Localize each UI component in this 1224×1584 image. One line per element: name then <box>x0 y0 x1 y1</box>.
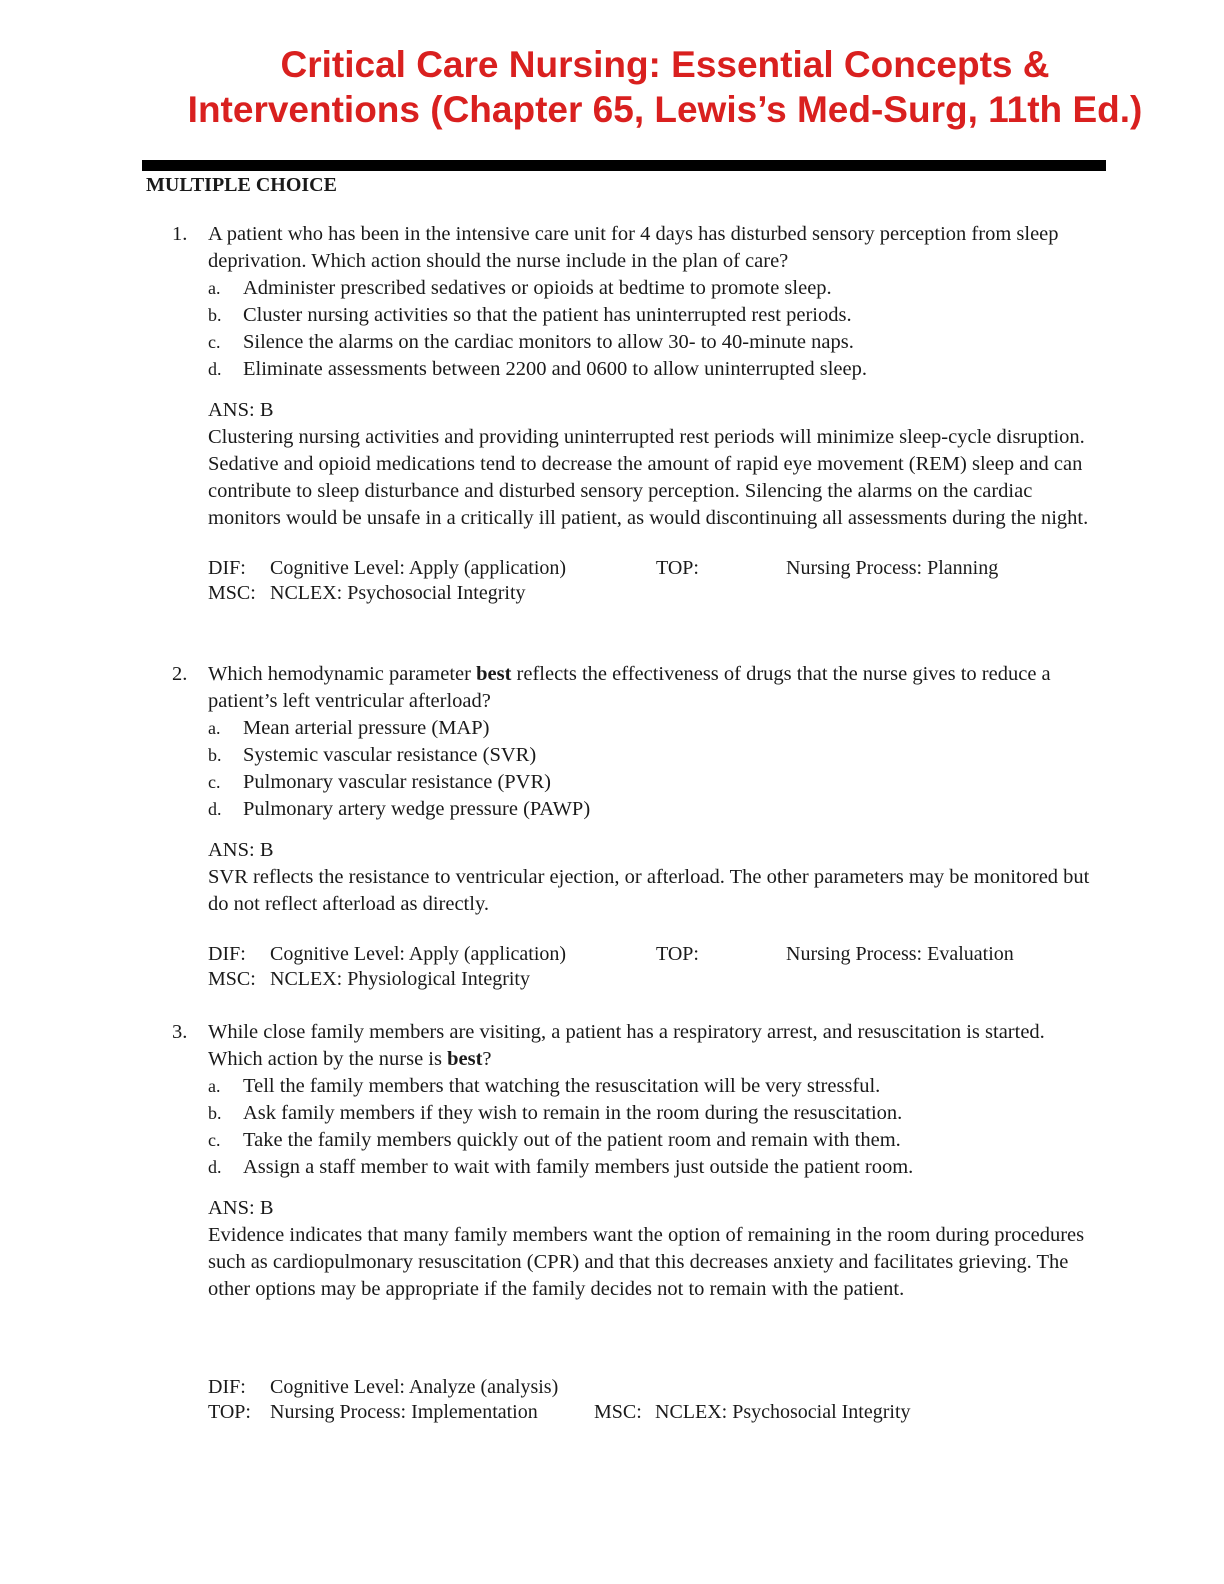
rationale-text: Evidence indicates that many family members want the option of remaining in the room during procedures such as cardiopulmonary resuscitation (CPR) and that this decreases anxiety and facilitates grieving. The other options may be appropriate if the family decides not to remain with the patient. <box>208 1224 1085 1300</box>
dif-label: DIF: <box>208 557 246 579</box>
choice-item <box>208 329 1102 356</box>
emphasis-best: best <box>476 663 512 685</box>
choice-letter: c. <box>208 332 221 352</box>
top-value: Nursing Process: Evaluation <box>786 943 1014 965</box>
choice-letter: d. <box>208 1157 222 1177</box>
top-label: TOP: <box>208 1401 251 1423</box>
choice-item <box>208 302 1102 329</box>
top-value: Nursing Process: Planning <box>786 557 999 579</box>
top-label: TOP: <box>656 943 699 965</box>
msc-value: NCLEX: Physiological Integrity <box>270 968 530 990</box>
dif-value: Cognitive Level: Apply (application) <box>270 943 567 965</box>
answer-key: ANS: B <box>208 839 274 861</box>
document-title <box>140 42 1190 132</box>
choice-text: Silence the alarms on the cardiac monitors to allow 30- to 40-minute naps. <box>243 331 854 353</box>
choice-item <box>208 1154 1102 1181</box>
choice-letter: b. <box>208 1103 222 1123</box>
answer-key: ANS: B <box>208 399 274 421</box>
choice-letter: a. <box>208 278 221 298</box>
choice-item <box>208 769 1102 796</box>
choice-text: Pulmonary artery wedge pressure (PAWP) <box>243 798 591 820</box>
choice-item <box>208 275 1102 302</box>
emphasis-best: best <box>447 1048 483 1070</box>
choice-letter: b. <box>208 305 222 325</box>
question-2 <box>172 661 1102 992</box>
choice-item <box>208 796 1102 823</box>
title-divider <box>142 160 1106 171</box>
question-metadata <box>208 556 1102 606</box>
top-label: TOP: <box>656 557 699 579</box>
msc-label: MSC: <box>208 968 256 990</box>
question-stem: Which hemodynamic parameter best reflects the effectiveness of drugs that the nurse gives to reduce a patient’s left ventricular afterload? <box>208 663 1051 712</box>
msc-label: MSC: <box>208 582 256 604</box>
choice-letter: a. <box>208 1076 221 1096</box>
dif-value: Cognitive Level: Apply (application) <box>270 557 567 579</box>
title-line-2: Interventions (Chapter 65, Lewis’s Med-Surg, 11th Ed.) <box>187 89 1143 130</box>
choice-text: Assign a staff member to wait with family members just outside the patient room. <box>243 1156 914 1178</box>
rationale-text: Clustering nursing activities and providing uninterrupted rest periods will minimize sleep-cycle disruption. Sedative and opioid medications tend to decrease the amount of rapid eye movement (REM) sleep and can contribute to sleep disturbance and disturbed sensory perception. Silencing the alarms on the cardiac monitors would be unsafe in a critically ill patient, as would discontinuing all assessments during the night. <box>208 426 1089 529</box>
dif-label: DIF: <box>208 1376 246 1398</box>
question-number: 1. <box>172 223 188 245</box>
choice-text: Administer prescribed sedatives or opioids at bedtime to promote sleep. <box>243 277 832 299</box>
choice-text: Eliminate assessments between 2200 and 0600 to allow uninterrupted sleep. <box>243 358 867 380</box>
choice-item <box>208 1073 1102 1100</box>
question-metadata <box>208 942 1102 992</box>
choice-item <box>208 1100 1102 1127</box>
choice-item <box>208 356 1102 383</box>
dif-label: DIF: <box>208 943 246 965</box>
section-heading: MULTIPLE CHOICE <box>146 174 337 196</box>
question-metadata <box>208 1375 1102 1425</box>
choice-text: Mean arterial pressure (MAP) <box>243 717 490 739</box>
choice-text: Tell the family members that watching the resuscitation will be very stressful. <box>243 1075 881 1097</box>
question-number: 3. <box>172 1021 188 1043</box>
choice-list <box>208 715 1102 823</box>
choice-text: Pulmonary vascular resistance (PVR) <box>243 771 551 793</box>
msc-value: NCLEX: Psychosocial Integrity <box>655 1401 911 1423</box>
choice-letter: d. <box>208 359 222 379</box>
question-number: 2. <box>172 663 188 685</box>
title-line-1: Critical Care Nursing: Essential Concepts & <box>280 44 1050 85</box>
choice-text: Systemic vascular resistance (SVR) <box>243 744 537 766</box>
choice-letter: c. <box>208 772 221 792</box>
choice-text: Cluster nursing activities so that the patient has uninterrupted rest periods. <box>243 304 852 326</box>
msc-label: MSC: <box>594 1401 642 1423</box>
choice-letter: b. <box>208 745 222 765</box>
choice-text: Ask family members if they wish to remain in the room during the resuscitation. <box>243 1102 903 1124</box>
question-1 <box>172 221 1102 606</box>
dif-value: Cognitive Level: Analyze (analysis) <box>270 1376 559 1398</box>
question-3 <box>172 1019 1102 1425</box>
question-stem: While close family members are visiting, a patient has a respiratory arrest, and resuscitation is started. Which action by the nurse is best? <box>208 1021 1045 1070</box>
choice-list <box>208 275 1102 383</box>
rationale-text: SVR reflects the resistance to ventricular ejection, or afterload. The other parameters may be monitored but do not reflect afterload as directly. <box>208 866 1090 915</box>
question-stem: A patient who has been in the intensive care unit for 4 days has disturbed sensory perception from sleep deprivation. Which action should the nurse include in the plan of care? <box>208 223 1059 272</box>
msc-value: NCLEX: Psychosocial Integrity <box>270 582 526 604</box>
top-value: Nursing Process: Implementation <box>270 1401 538 1423</box>
choice-letter: d. <box>208 799 222 819</box>
choice-item <box>208 1127 1102 1154</box>
answer-key: ANS: B <box>208 1197 274 1219</box>
choice-item <box>208 742 1102 769</box>
choice-text: Take the family members quickly out of the patient room and remain with them. <box>243 1129 901 1151</box>
choice-item <box>208 715 1102 742</box>
choice-letter: c. <box>208 1130 221 1150</box>
choice-letter: a. <box>208 718 221 738</box>
choice-list <box>208 1073 1102 1181</box>
